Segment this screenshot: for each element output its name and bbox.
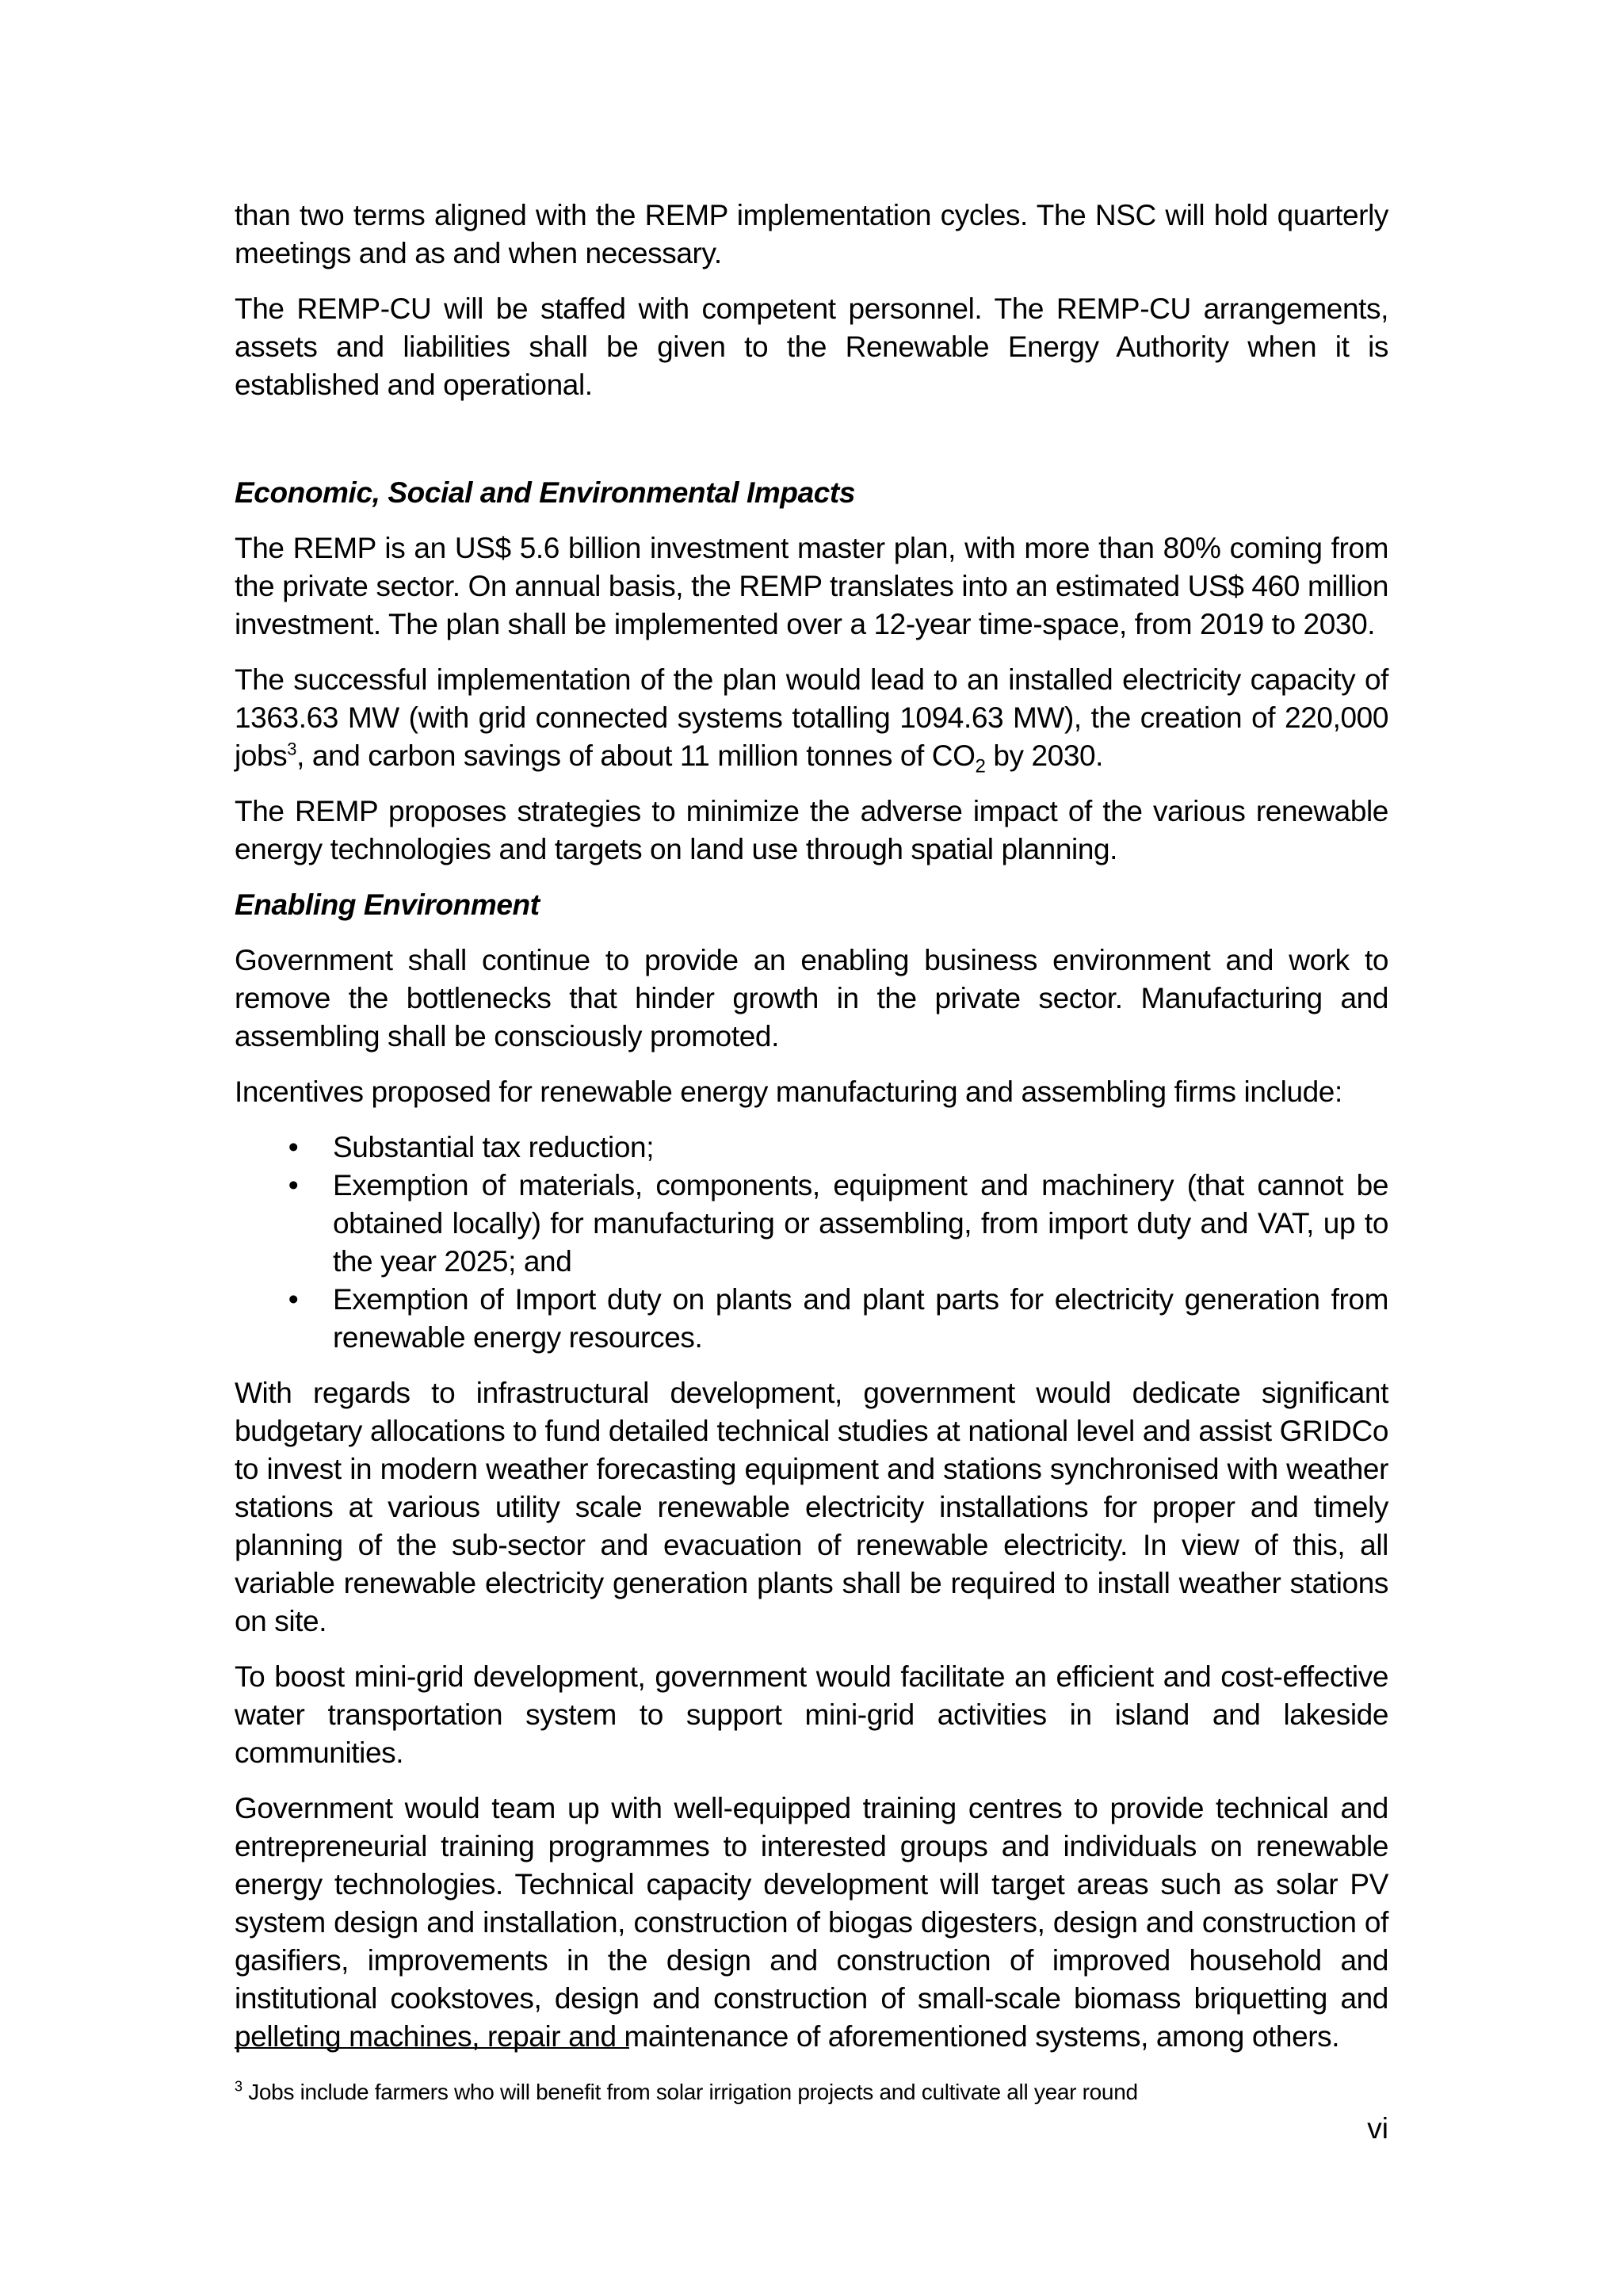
body-text [235, 197, 1388, 2073]
bullet-icon: • [288, 1131, 299, 1163]
paragraph-spatial-planning: The REMP proposes strategies to minimize the adverse impact of the various renewable energy technologies and targets on land use through spatial planning. [235, 795, 1388, 865]
list-item [235, 1167, 1388, 1281]
list-item [235, 1129, 1388, 1167]
footnote-text: Jobs include farmers who will benefit from solar irrigation projects and cultivate all year round [242, 2080, 1138, 2104]
page-number: vi [1367, 2112, 1388, 2145]
paragraph-remp-cu: The REMP-CU will be staffed with competent personnel. The REMP-CU arrangements, assets and liabilities shall be given to the Renewable Energy Authority when it is established and operational. [235, 292, 1388, 401]
list-item-text: Exemption of materials, components, equipment and machinery (that cannot be obtained locally) for manufacturing or assembling, from import duty and VAT, up to the year 2025; and [333, 1169, 1388, 1278]
footnote-reference[interactable]: 3 [287, 739, 297, 759]
paragraph-training: Government would team up with well-equipped training centres to provide technical and entrepreneurial training programmes to interested groups and individuals on renewable energy technologies. Technical capacity development will target areas such as solar PV system design and installation, construction of biogas digesters, design and construction of gasifiers, improvements in the design and construction of improved household and institutional cookstoves, design and construction of small-scale biomass briquetting and pelleting machines, repair and maintenance of aforementioned systems, among others. [235, 1792, 1388, 2053]
co2-subscript: 2 [975, 755, 986, 777]
capacity-text-c: by 2030. [985, 739, 1104, 772]
paragraph-infrastructure: With regards to infrastructural development, government would dedicate significant budgetary allocations to fund detailed technical studies at national level and assist GRIDCo to invest in modern weather forecasting equipment and stations synchronised with weather stations at various utility scale renewable electricity installations for proper and timely planning of the sub-sector and evacuation of renewable electricity. In view of this, all variable renewable electricity generation plants shall be required to install weather stations on site. [235, 1377, 1388, 1637]
heading-economic-impacts: Economic, Social and Environmental Impacts [235, 476, 856, 509]
capacity-text-a: The successful implementation of the plan would lead to an installed electricity capacity of 1363.63 MW (with grid connected systems totalling 1094.63 MW), the creation of 220,000 jobs [235, 663, 1388, 772]
paragraph-nsc-terms: than two terms aligned with the REMP implementation cycles. The NSC will hold quarterly meetings and as and when necessary. [235, 199, 1388, 269]
footnote-number: 3 [235, 2078, 242, 2095]
list-item-text: Exemption of Import duty on plants and plant parts for electricity generation from renewable energy resources. [333, 1283, 1388, 1354]
capacity-text-b: , and carbon savings of about 11 million tonnes of CO [296, 739, 976, 772]
heading-enabling-environment: Enabling Environment [235, 888, 540, 921]
incentives-list [235, 1129, 1388, 1357]
paragraph-incentives-intro: Incentives proposed for renewable energy manufacturing and assembling firms include: [235, 1075, 1342, 1108]
footnote-separator [235, 2047, 629, 2049]
bullet-icon: • [288, 1169, 299, 1201]
list-item-text: Substantial tax reduction; [333, 1131, 655, 1163]
paragraph-capacity [235, 661, 1388, 775]
paragraph-investment: The REMP is an US$ 5.6 billion investment master plan, with more than 80% coming from the private sector. On annual basis, the REMP translates into an estimated US$ 460 million investment. The plan shall be implemented over a 12-year time-space, from 2019 to 2030. [235, 532, 1388, 640]
bullet-icon: • [288, 1283, 299, 1316]
paragraph-mini-grid: To boost mini-grid development, government would facilitate an efficient and cost-effective water transportation system to support mini-grid activities in island and lakeside communities. [235, 1660, 1388, 1769]
footnote [235, 2078, 1388, 2107]
list-item [235, 1281, 1388, 1357]
paragraph-business-environment: Government shall continue to provide an enabling business environment and work to remove the bottlenecks that hinder growth in the private sector. Manufacturing and assembling shall be consciously promoted. [235, 944, 1388, 1052]
section-spacer [235, 422, 1388, 474]
